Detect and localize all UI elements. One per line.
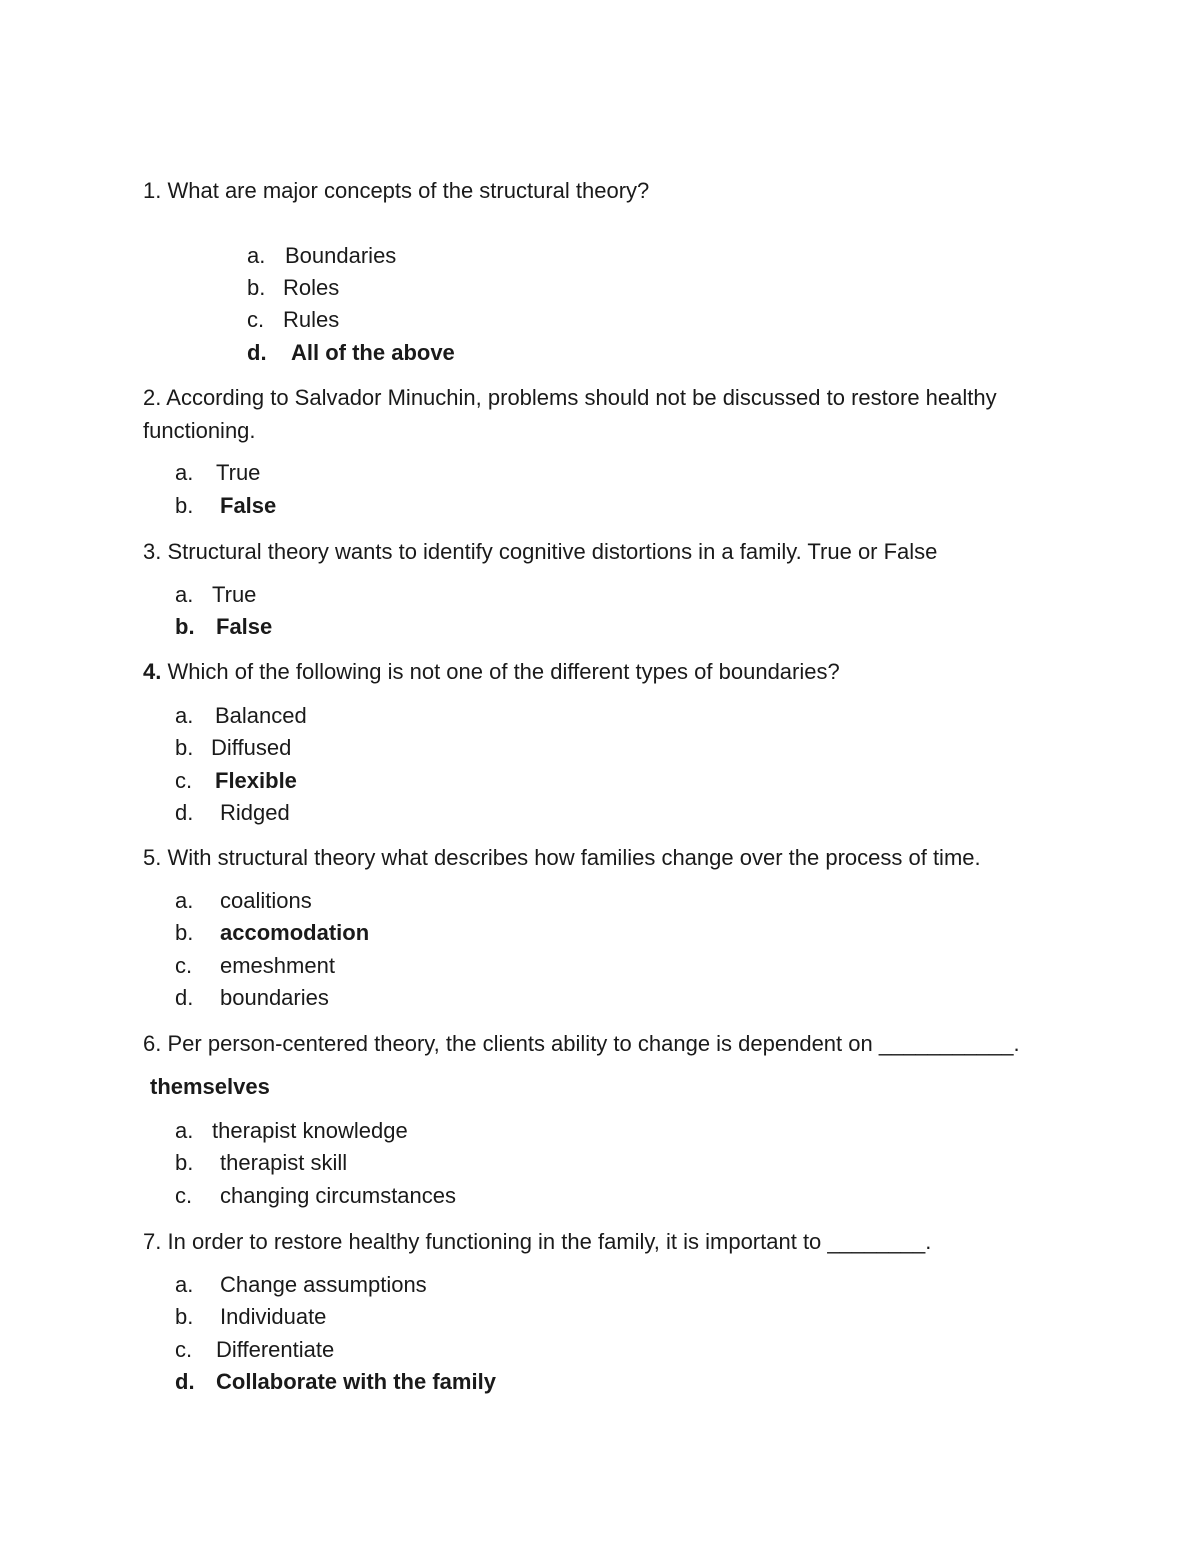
- question-text: According to Salvador Minuchin, problems should not be discussed to restore healthy functioning.: [143, 385, 997, 443]
- question-number: 1.: [143, 178, 162, 203]
- question-text: Structural theory wants to identify cognitive distortions in a family. True or False: [167, 539, 938, 564]
- option-text: Diffused: [211, 735, 292, 760]
- question-number: 6.: [143, 1031, 162, 1056]
- option-text: Boundaries: [285, 243, 397, 268]
- option-letter: d.: [175, 985, 194, 1010]
- option-text: Rules: [283, 307, 340, 332]
- q5-option-b: [175, 917, 369, 949]
- option-letter: a.: [175, 1272, 194, 1297]
- q3-option-a: [175, 579, 256, 611]
- q7-option-c: [175, 1334, 334, 1366]
- option-text: Ridged: [220, 800, 290, 825]
- option-letter: d.: [175, 1369, 195, 1394]
- question-number: 4.: [143, 659, 162, 684]
- option-letter: a.: [175, 888, 194, 913]
- q2-option-b: [175, 490, 276, 522]
- option-letter: a.: [175, 1118, 194, 1143]
- option-text: coalitions: [220, 888, 312, 913]
- option-text: Roles: [283, 275, 340, 300]
- option-letter: b.: [175, 735, 194, 760]
- question-text: With structural theory what describes how families change over the process of time.: [167, 845, 981, 870]
- question-2: [143, 381, 1043, 447]
- question-number: 7.: [143, 1229, 162, 1254]
- option-text: True: [212, 582, 257, 607]
- option-text: Individuate: [220, 1304, 327, 1329]
- option-text: therapist knowledge: [212, 1118, 408, 1143]
- option-letter: b.: [175, 1304, 194, 1329]
- q4-option-d: [175, 797, 290, 829]
- question-text: Which of the following is not one of the different types of boundaries?: [167, 659, 840, 684]
- q4-option-c: [175, 765, 297, 797]
- q5-option-c: [175, 950, 335, 982]
- option-text: True: [216, 460, 261, 485]
- q6-option-b: [175, 1147, 347, 1179]
- q6-option-c: [175, 1180, 456, 1212]
- q4-option-b: [175, 732, 291, 764]
- q7-option-b: [175, 1301, 326, 1333]
- option-text: therapist skill: [220, 1150, 348, 1175]
- option-letter: d.: [175, 800, 194, 825]
- q1-option-d: [247, 337, 455, 369]
- q6-answer: themselves: [150, 1074, 270, 1099]
- q4-option-a: [175, 700, 307, 732]
- option-letter: b.: [247, 275, 266, 300]
- option-letter: c.: [175, 1183, 193, 1208]
- option-letter: b.: [175, 493, 194, 518]
- q5-option-d: [175, 982, 329, 1014]
- q1-option-c: [247, 304, 339, 336]
- question-text: What are major concepts of the structural theory?: [167, 178, 650, 203]
- option-text: accomodation: [220, 920, 370, 945]
- option-letter: c.: [175, 953, 193, 978]
- option-text: Differentiate: [216, 1337, 335, 1362]
- option-letter: c.: [175, 1337, 193, 1362]
- option-letter: d.: [247, 340, 267, 365]
- question-6: [143, 1027, 1043, 1060]
- option-text: Balanced: [215, 703, 307, 728]
- q3-option-b: [175, 611, 272, 643]
- option-text: False: [216, 614, 273, 639]
- question-text: In order to restore healthy functioning in the family, it is important to ________.: [167, 1229, 932, 1254]
- option-text: emeshment: [220, 953, 335, 978]
- q7-option-d: [175, 1366, 496, 1398]
- option-text: Change assumptions: [220, 1272, 427, 1297]
- question-text: Per person-centered theory, the clients ability to change is dependent on ___________.: [167, 1031, 1020, 1056]
- option-letter: a.: [247, 243, 266, 268]
- option-text: boundaries: [220, 985, 329, 1010]
- option-letter: b.: [175, 920, 194, 945]
- q7-option-a: [175, 1269, 427, 1301]
- option-text: changing circumstances: [220, 1183, 457, 1208]
- q2-option-a: [175, 457, 260, 489]
- option-letter: b.: [175, 614, 195, 639]
- question-4: [143, 655, 1043, 688]
- option-letter: a.: [175, 703, 194, 728]
- question-3: [143, 535, 1043, 568]
- question-5: [143, 841, 1043, 874]
- question-1: [143, 174, 1043, 207]
- option-text: Collaborate with the family: [216, 1369, 496, 1394]
- question-7: [143, 1225, 1043, 1258]
- q1-option-a: [247, 240, 396, 272]
- option-text: False: [220, 493, 277, 518]
- option-letter: a.: [175, 460, 194, 485]
- q1-option-b: [247, 272, 339, 304]
- question-number: 5.: [143, 845, 162, 870]
- option-letter: b.: [175, 1150, 194, 1175]
- question-number: 3.: [143, 539, 162, 564]
- option-letter: c.: [175, 768, 193, 793]
- option-letter: a.: [175, 582, 194, 607]
- option-letter: c.: [247, 307, 265, 332]
- q5-option-a: [175, 885, 312, 917]
- q6-option-a: [175, 1115, 408, 1147]
- question-number: 2.: [143, 385, 162, 410]
- option-text: All of the above: [291, 340, 455, 365]
- option-text: Flexible: [215, 768, 297, 793]
